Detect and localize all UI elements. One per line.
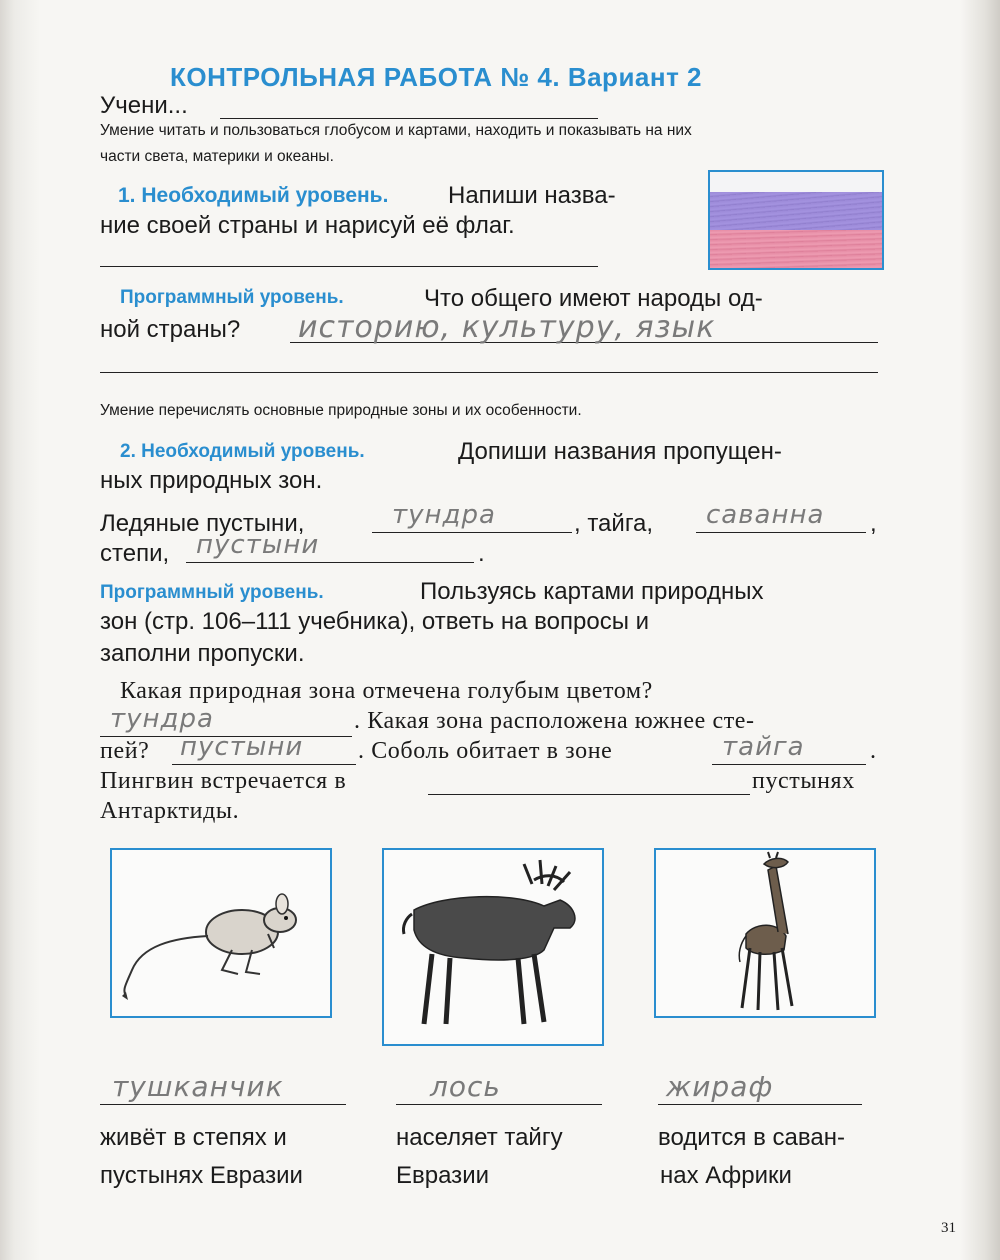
animal1-answer-line[interactable] <box>100 1104 346 1105</box>
skill1-text-line1: Умение читать и пользоваться глобусом и картами, находить и показывать на них <box>100 122 692 139</box>
flag-white-stripe <box>710 172 882 192</box>
task1-text-line1: Напиши назва- <box>448 182 616 209</box>
program1-text-line1: Что общего имеют народы од- <box>424 285 763 312</box>
task2-answer-c-line[interactable] <box>186 562 474 563</box>
task2-answer-c: пустыни <box>196 530 320 560</box>
question-answer2: пустыни <box>180 732 304 762</box>
animal2-answer: лось <box>430 1070 501 1103</box>
question-line3-prefix: пей? <box>100 738 150 764</box>
animal2-answer-line[interactable] <box>396 1104 602 1105</box>
moose-picture-box <box>382 848 604 1046</box>
animal3-caption-line2: нах Африки <box>660 1162 792 1189</box>
task2-answer-b-line[interactable] <box>696 532 866 533</box>
question-answer2-line[interactable] <box>172 764 356 765</box>
jerboa-illustration <box>112 850 330 1016</box>
question-line4-prefix: Пингвин встречается в <box>100 768 347 794</box>
skill1-text-line2: части света, материки и океаны. <box>100 148 334 165</box>
country-name-line[interactable] <box>100 266 598 267</box>
task1-level: 1. Необходимый уровень. <box>118 184 389 207</box>
task2-line2-prefix: степи, <box>100 540 170 567</box>
task2-line2-end: . <box>478 540 485 567</box>
jerboa-picture-box <box>110 848 332 1018</box>
task2-answer-b: саванна <box>706 500 825 530</box>
question-answer3: тайга <box>722 732 805 762</box>
program1-level: Программный уровень. <box>120 287 344 308</box>
giraffe-picture-box <box>654 848 876 1018</box>
task2-answer-a: тундра <box>392 500 496 530</box>
task2-line1-mid: , тайга, <box>574 510 654 537</box>
question-answer3-line[interactable] <box>712 764 866 765</box>
page-title: КОНТРОЛЬНАЯ РАБОТА № 4. Вариант 2 <box>170 62 703 92</box>
program2-text-line3: заполни пропуски. <box>100 640 305 667</box>
animal3-answer: жираф <box>666 1070 774 1103</box>
question-line2: . Какая зона расположена южнее сте- <box>354 708 755 734</box>
page-number: 31 <box>941 1220 956 1236</box>
animal3-answer-line[interactable] <box>658 1104 862 1105</box>
program1-extra-line[interactable] <box>100 372 878 373</box>
question-answer1: тундра <box>110 704 214 734</box>
flag-violet-stripe <box>710 192 882 230</box>
flag-drawing-box[interactable] <box>708 170 884 270</box>
program1-handwritten-answer: историю, культуру, язык <box>298 310 716 345</box>
giraffe-illustration <box>656 850 874 1016</box>
animal2-caption-line2: Евразии <box>396 1162 489 1189</box>
question-line3-mid: . Соболь обитает в зоне <box>358 738 613 764</box>
program2-level: Программный уровень. <box>100 582 324 603</box>
program2-text-line1: Пользуясь картами природных <box>420 578 764 605</box>
task1-text-line2: ние своей страны и нарисуй её флаг. <box>100 212 515 239</box>
task2-line1-end: , <box>870 510 877 537</box>
question-line1: Какая природная зона отмечена голубым цветом? <box>120 678 653 704</box>
question-answer4-line[interactable] <box>428 794 750 795</box>
student-name-line[interactable] <box>220 118 598 119</box>
task2-text-line2: ных природных зон. <box>100 467 323 494</box>
animal1-answer: тушканчик <box>112 1070 284 1103</box>
animal2-caption-line1: населяет тайгу <box>396 1124 563 1151</box>
question-line4-suffix: пустынях <box>752 768 855 794</box>
animal1-caption-line1: живёт в степях и <box>100 1124 287 1151</box>
moose-illustration <box>384 850 602 1044</box>
flag-red-stripe <box>710 230 882 268</box>
question-line3-end: . <box>870 738 877 764</box>
student-label: Учени... <box>100 92 188 119</box>
question-line5: Антарктиды. <box>100 798 240 824</box>
skill2-text: Умение перечислять основные природные зоны и их особенности. <box>100 402 582 419</box>
animal1-caption-line2: пустынях Евразии <box>100 1162 303 1189</box>
program1-text-line2: ной страны? <box>100 316 241 343</box>
animal3-caption-line1: водится в саван- <box>658 1124 845 1151</box>
task2-text-line1: Допиши названия пропущен- <box>458 438 782 465</box>
program2-text-line2: зон (стр. 106–111 учебника), ответь на вопросы и <box>100 608 650 635</box>
task2-level: 2. Необходимый уровень. <box>120 441 365 462</box>
task2-answer-a-line[interactable] <box>372 532 572 533</box>
task2-line1-prefix: Ледяные пустыни, <box>100 510 305 537</box>
